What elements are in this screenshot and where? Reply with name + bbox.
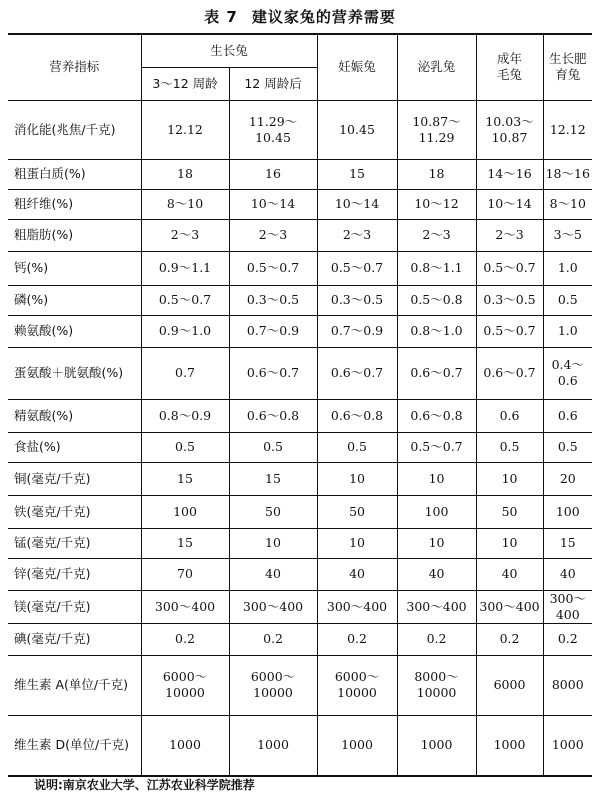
row-indicator-name: 维生素 D(单位/千克) (8, 715, 141, 776)
cell-value: 1000 (397, 715, 476, 776)
cell-value: 0.5 (476, 432, 543, 462)
cell-value: 0.5 (543, 285, 592, 315)
cell-value: 10～12 (397, 189, 476, 219)
cell-value: 2～3 (476, 219, 543, 251)
cell-value: 15 (229, 462, 317, 495)
cell-value: 10 (397, 528, 476, 558)
table-row (8, 399, 592, 432)
cell-value: 0.6～0.8 (317, 399, 397, 432)
header-indicator: 营养指标 (8, 34, 141, 100)
cell-value: 14～16 (476, 159, 543, 189)
cell-value: 10～14 (476, 189, 543, 219)
cell-value: 3～5 (543, 219, 592, 251)
table-row (8, 315, 592, 347)
cell-value: 0.9～1.0 (141, 315, 229, 347)
cell-value: 300～400 (543, 590, 592, 623)
cell-value: 1.0 (543, 315, 592, 347)
row-indicator-name: 食盐(%) (8, 432, 141, 462)
table-row (8, 528, 592, 558)
row-indicator-name: 锌(毫克/千克) (8, 558, 141, 590)
cell-value: 0.7～0.9 (317, 315, 397, 347)
cell-value: 0.5～0.7 (476, 251, 543, 285)
cell-value: 0.9～1.1 (141, 251, 229, 285)
cell-value: 10.03～10.87 (476, 100, 543, 159)
cell-value: 100 (543, 495, 592, 528)
cell-value: 1000 (476, 715, 543, 776)
cell-value: 0.5～0.7 (317, 251, 397, 285)
table-number: 表 7 (204, 8, 238, 26)
header-adult-line2: 毛兔 (497, 67, 523, 83)
header-lactating: 泌乳兔 (397, 34, 476, 100)
cell-value: 0.6～0.7 (317, 347, 397, 399)
cell-value: 40 (317, 558, 397, 590)
cell-value: 1.0 (543, 251, 592, 285)
header-pregnant: 妊娠兔 (317, 34, 397, 100)
cell-value: 8000 (543, 655, 592, 715)
table-row (8, 558, 592, 590)
row-indicator-name: 赖氨酸(%) (8, 315, 141, 347)
cell-value: 0.5 (141, 432, 229, 462)
cell-value: 10 (476, 528, 543, 558)
cell-value: 0.6～0.8 (397, 399, 476, 432)
cell-value: 0.4～0.6 (543, 347, 592, 399)
row-indicator-name: 锰(毫克/千克) (8, 528, 141, 558)
cell-value: 0.3～0.5 (476, 285, 543, 315)
cell-value: 0.5 (317, 432, 397, 462)
cell-value: 10 (476, 462, 543, 495)
cell-value: 0.5 (229, 432, 317, 462)
cell-value: 10 (317, 528, 397, 558)
cell-value: 15 (141, 528, 229, 558)
table-row (8, 590, 592, 623)
header-growing-sub1: 3～12 周龄 (141, 67, 229, 100)
cell-value: 10.45 (317, 100, 397, 159)
cell-value: 300～400 (476, 590, 543, 623)
table-row (8, 432, 592, 462)
header-growing-sub2: 12 周龄后 (229, 67, 317, 100)
cell-value: 12.12 (141, 100, 229, 159)
row-indicator-name: 铁(毫克/千克) (8, 495, 141, 528)
cell-value: 0.5～0.7 (229, 251, 317, 285)
table-row (8, 655, 592, 715)
row-indicator-name: 消化能(兆焦/千克) (8, 100, 141, 159)
cell-value: 40 (543, 558, 592, 590)
cell-value: 0.2 (543, 623, 592, 655)
cell-value: 2～3 (317, 219, 397, 251)
table-row (8, 347, 592, 399)
table-title (0, 6, 600, 27)
cell-value: 0.5～0.7 (397, 432, 476, 462)
header-adult-wool (476, 34, 543, 100)
cell-value: 0.2 (229, 623, 317, 655)
row-indicator-name: 蛋氨酸＋胱氨酸(%) (8, 347, 141, 399)
cell-value: 0.2 (397, 623, 476, 655)
cell-value: 15 (141, 462, 229, 495)
cell-value: 40 (397, 558, 476, 590)
cell-value: 0.6 (543, 399, 592, 432)
row-indicator-name: 磷(%) (8, 285, 141, 315)
header-adult-line1: 成年 (497, 51, 523, 67)
table-row (8, 251, 592, 285)
cell-value: 2～3 (397, 219, 476, 251)
cell-value: 1000 (317, 715, 397, 776)
cell-value: 0.6～0.7 (476, 347, 543, 399)
header-fattening (543, 34, 592, 100)
cell-value: 300～400 (317, 590, 397, 623)
cell-value: 0.5～0.7 (141, 285, 229, 315)
cell-value: 6000～10000 (317, 655, 397, 715)
table-row (8, 623, 592, 655)
cell-value: 10 (229, 528, 317, 558)
cell-value: 6000～10000 (141, 655, 229, 715)
cell-value: 15 (543, 528, 592, 558)
cell-value: 16 (229, 159, 317, 189)
cell-value: 6000 (476, 655, 543, 715)
cell-value: 2～3 (141, 219, 229, 251)
cell-value: 12.12 (543, 100, 592, 159)
cell-value: 6000～10000 (229, 655, 317, 715)
row-indicator-name: 精氨酸(%) (8, 399, 141, 432)
cell-value: 40 (476, 558, 543, 590)
cell-value: 0.2 (317, 623, 397, 655)
cell-value: 0.8～0.9 (141, 399, 229, 432)
cell-value: 1000 (141, 715, 229, 776)
cell-value: 18～16 (543, 159, 592, 189)
cell-value: 18 (397, 159, 476, 189)
cell-value: 0.5～0.7 (476, 315, 543, 347)
cell-value: 0.6～0.8 (229, 399, 317, 432)
row-indicator-name: 维生素 A(单位/千克) (8, 655, 141, 715)
cell-value: 50 (317, 495, 397, 528)
cell-value: 0.5 (543, 432, 592, 462)
row-indicator-name: 粗脂肪(%) (8, 219, 141, 251)
table-row (8, 285, 592, 315)
cell-value: 300～400 (141, 590, 229, 623)
cell-value: 0.8～1.1 (397, 251, 476, 285)
header-row-top (8, 34, 592, 67)
cell-value: 8000～10000 (397, 655, 476, 715)
nutrition-table (8, 33, 592, 777)
cell-value: 8～10 (141, 189, 229, 219)
cell-value: 300～400 (229, 590, 317, 623)
cell-value: 10.87～11.29 (397, 100, 476, 159)
cell-value: 0.7 (141, 347, 229, 399)
cell-value: 50 (229, 495, 317, 528)
cell-value: 0.6～0.7 (229, 347, 317, 399)
cell-value: 18 (141, 159, 229, 189)
cell-value: 10～14 (317, 189, 397, 219)
row-indicator-name: 钙(%) (8, 251, 141, 285)
table-row (8, 189, 592, 219)
cell-value: 10 (317, 462, 397, 495)
row-indicator-name: 粗纤维(%) (8, 189, 141, 219)
cell-value: 100 (397, 495, 476, 528)
cell-value: 0.7～0.9 (229, 315, 317, 347)
cell-value: 8～10 (543, 189, 592, 219)
cell-value: 0.6 (476, 399, 543, 432)
cell-value: 10～14 (229, 189, 317, 219)
table-note: 说明:南京农业大学、江苏农业科学院推荐 (34, 778, 255, 792)
table-row (8, 462, 592, 495)
header-growing: 生长兔 (141, 34, 317, 67)
cell-value: 0.6～0.7 (397, 347, 476, 399)
cell-value: 20 (543, 462, 592, 495)
row-indicator-name: 粗蛋白质(%) (8, 159, 141, 189)
table-row (8, 219, 592, 251)
header-fatten-line2: 育兔 (555, 67, 581, 83)
header-fatten-line1: 生长肥 (549, 51, 587, 67)
row-indicator-name: 铜(毫克/千克) (8, 462, 141, 495)
table-row (8, 715, 592, 776)
cell-value: 10 (397, 462, 476, 495)
cell-value: 0.2 (476, 623, 543, 655)
cell-value: 0.2 (141, 623, 229, 655)
cell-value: 0.5～0.8 (397, 285, 476, 315)
cell-value: 1000 (229, 715, 317, 776)
cell-value: 0.3～0.5 (317, 285, 397, 315)
cell-value: 15 (317, 159, 397, 189)
cell-value: 1000 (543, 715, 592, 776)
row-indicator-name: 碘(毫克/千克) (8, 623, 141, 655)
cell-value: 300～400 (397, 590, 476, 623)
cell-value: 0.8～1.0 (397, 315, 476, 347)
row-indicator-name: 镁(毫克/千克) (8, 590, 141, 623)
cell-value: 11.29～10.45 (229, 100, 317, 159)
table-row (8, 159, 592, 189)
table-caption: 建议家兔的营养需要 (251, 8, 396, 26)
table-row (8, 100, 592, 159)
cell-value: 100 (141, 495, 229, 528)
cell-value: 0.3～0.5 (229, 285, 317, 315)
cell-value: 40 (229, 558, 317, 590)
cell-value: 70 (141, 558, 229, 590)
cell-value: 2～3 (229, 219, 317, 251)
table-row (8, 495, 592, 528)
cell-value: 50 (476, 495, 543, 528)
